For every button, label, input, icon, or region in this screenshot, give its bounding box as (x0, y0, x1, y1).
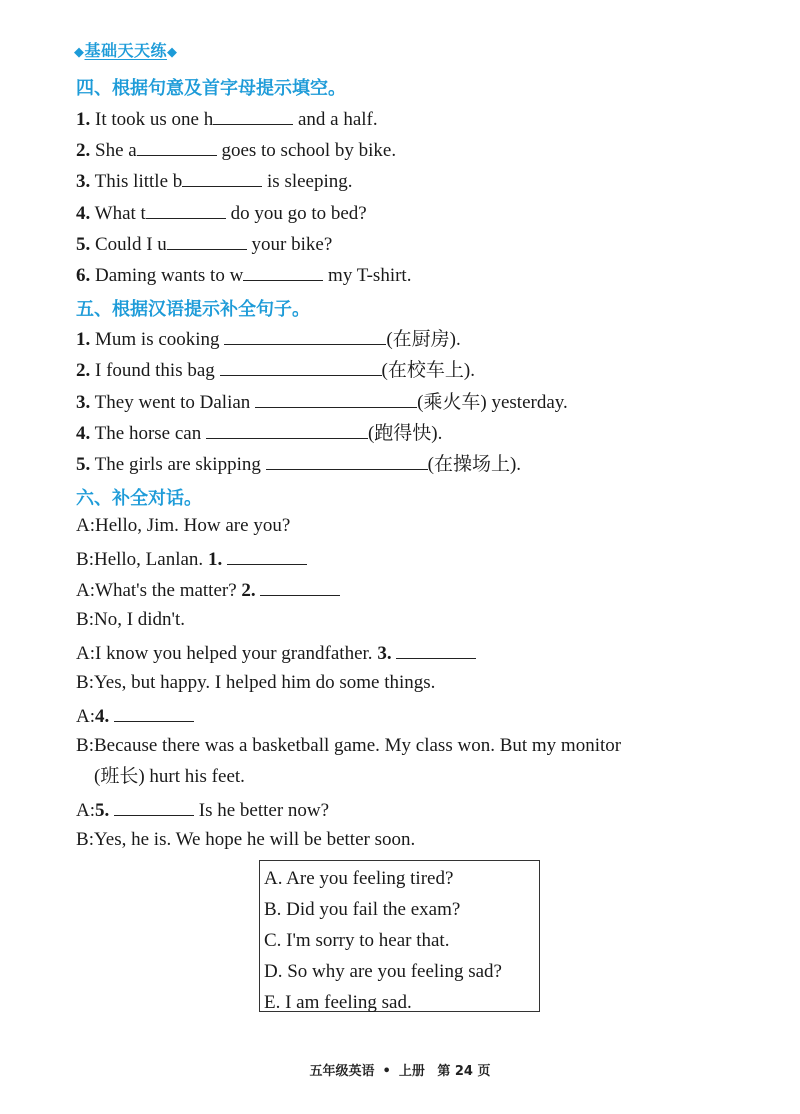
s5-item-2 (76, 357, 475, 383)
answer-blank[interactable] (243, 262, 323, 281)
item-hint: (在操场上). (427, 454, 522, 475)
speaker: B (76, 549, 89, 570)
dialogue-line-9 (76, 797, 329, 823)
item-hint: (在厨房). (386, 329, 461, 350)
item-text: is sleeping. (262, 171, 353, 192)
speaker: A (76, 643, 90, 664)
dialogue-text: No, I didn't. (93, 609, 185, 630)
speaker: B (76, 829, 89, 850)
dialogue-text: Yes, but happy. I helped him do some things. (93, 672, 436, 693)
s4-item-6 (76, 262, 411, 288)
item-number: 3. (76, 171, 91, 192)
answer-blank[interactable] (114, 797, 194, 816)
speaker-sep: : (89, 580, 96, 601)
dialogue-text: I know you helped your grandfather. (95, 643, 378, 664)
speaker-sep: : (88, 829, 94, 850)
speaker: A (76, 800, 90, 821)
s4-item-3 (76, 168, 353, 194)
item-hint: (跑得快). (367, 423, 443, 444)
s4-item-4 (76, 200, 367, 226)
item-number: 4. (76, 423, 91, 444)
dialogue-line-5 (76, 640, 476, 666)
diamond-right-icon: ◆ (167, 45, 178, 60)
dialogue-line-1 (76, 514, 290, 538)
item-text: It took us one h (90, 109, 214, 130)
badge-text: 基础天天练 (84, 41, 168, 60)
footer-dot: • (382, 1064, 391, 1079)
blank-number: 4. (95, 706, 110, 727)
blank-number: 5. (95, 800, 110, 821)
speaker-sep: : (89, 643, 96, 664)
item-number: 2. (76, 360, 91, 381)
item-text: I found this bag (90, 360, 220, 381)
page-footer (0, 1060, 800, 1079)
blank-number: 1. (207, 549, 223, 570)
dialogue-text: Is he better now? (194, 800, 330, 821)
item-text: The horse can (90, 423, 206, 444)
answer-blank[interactable] (182, 168, 262, 187)
item-text: Daming wants to w (90, 265, 244, 286)
answer-blank[interactable] (206, 420, 368, 439)
item-text: They went to Dalian (90, 392, 256, 413)
option-a: A. Are you feeling tired? (264, 868, 454, 889)
dialogue-line-7 (76, 703, 194, 729)
blank-number: 2. (241, 580, 256, 601)
item-text: What t (90, 203, 146, 224)
footer-book: 五年级英语 (309, 1064, 375, 1079)
speaker: A (76, 580, 90, 601)
answer-blank[interactable] (213, 106, 293, 125)
section4-title: 四、根据句意及首字母提示填空。 (76, 78, 346, 99)
footer-volume: 上册 (398, 1064, 425, 1079)
answer-options-box (259, 860, 540, 1012)
item-text: The girls are skipping (90, 454, 266, 475)
speaker: A (76, 706, 90, 727)
s5-item-3 (76, 389, 568, 415)
dialogue-text: Because there was a basketball game. My class won. But my monitor (93, 735, 622, 756)
dialogue-line-8-cont: (班长) hurt his feet. (94, 766, 245, 787)
s4-item-5 (76, 231, 332, 257)
s5-item-4 (76, 420, 442, 446)
speaker: A (76, 515, 90, 536)
answer-blank[interactable] (255, 389, 417, 408)
diamond-left-icon: ◆ (74, 45, 85, 60)
item-text: She a (90, 140, 137, 161)
item-number: 1. (76, 329, 91, 350)
item-hint: (在校车上). (381, 360, 475, 381)
speaker-sep: : (88, 672, 94, 693)
answer-blank[interactable] (167, 231, 247, 250)
speaker-sep: : (89, 800, 96, 821)
item-number: 4. (76, 203, 91, 224)
dialogue-line-10 (76, 828, 415, 852)
s5-item-5 (76, 451, 521, 477)
speaker-sep: : (89, 706, 96, 727)
answer-blank[interactable] (266, 451, 428, 470)
answer-blank[interactable] (137, 137, 217, 156)
dialogue-text: Hello, Lanlan. (93, 549, 208, 570)
section5-title: 五、根据汉语提示补全句子。 (76, 299, 310, 320)
speaker: B (76, 609, 89, 630)
item-number: 3. (76, 392, 91, 413)
dialogue-line-8 (76, 734, 621, 758)
item-hint: (乘火车) yesterday. (417, 392, 568, 413)
s4-item-1 (76, 106, 378, 132)
footer-page-number: 第 24 页 (437, 1064, 491, 1079)
speaker: B (76, 735, 89, 756)
answer-blank[interactable] (220, 357, 382, 376)
item-text: my T-shirt. (323, 265, 412, 286)
speaker-sep: : (89, 515, 96, 536)
item-text: This little b (90, 171, 183, 192)
answer-blank[interactable] (227, 546, 307, 565)
option-d: D. So why are you feeling sad? (264, 961, 502, 982)
dialogue-line-4 (76, 608, 185, 632)
speaker-sep: : (88, 735, 94, 756)
item-number: 2. (76, 140, 91, 161)
item-number: 5. (76, 454, 91, 475)
item-text: your bike? (246, 234, 333, 255)
dialogue-line-2 (76, 546, 307, 572)
answer-blank[interactable] (224, 326, 386, 345)
item-number: 1. (76, 109, 91, 130)
item-text: and a half. (293, 109, 378, 130)
item-number: 6. (76, 265, 91, 286)
answer-blank[interactable] (396, 640, 476, 659)
option-b: B. Did you fail the exam? (264, 899, 461, 920)
speaker-sep: : (88, 609, 94, 630)
answer-blank[interactable] (146, 200, 226, 219)
s4-item-2 (76, 137, 396, 163)
speaker-sep: : (88, 549, 94, 570)
option-c: C. I'm sorry to hear that. (264, 930, 450, 951)
item-number: 5. (76, 234, 91, 255)
item-text: Mum is cooking (90, 329, 225, 350)
item-text: Could I u (90, 234, 167, 255)
dialogue-text: Hello, Jim. How are you? (95, 515, 291, 536)
dialogue-text: Yes, he is. We hope he will be better soon. (93, 829, 416, 850)
s5-item-1 (76, 326, 461, 352)
speaker: B (76, 672, 89, 693)
section6-title: 六、补全对话。 (76, 488, 202, 509)
section-badge (74, 38, 178, 61)
dialogue-text: What's the matter? (95, 580, 242, 601)
blank-number: 3. (377, 643, 392, 664)
answer-blank[interactable] (114, 703, 194, 722)
dialogue-line-3 (76, 577, 340, 603)
item-text: goes to school by bike. (216, 140, 397, 161)
dialogue-line-6 (76, 671, 435, 695)
answer-blank[interactable] (260, 577, 340, 596)
item-text: do you go to bed? (225, 203, 367, 224)
option-e: E. I am feeling sad. (264, 992, 412, 1013)
